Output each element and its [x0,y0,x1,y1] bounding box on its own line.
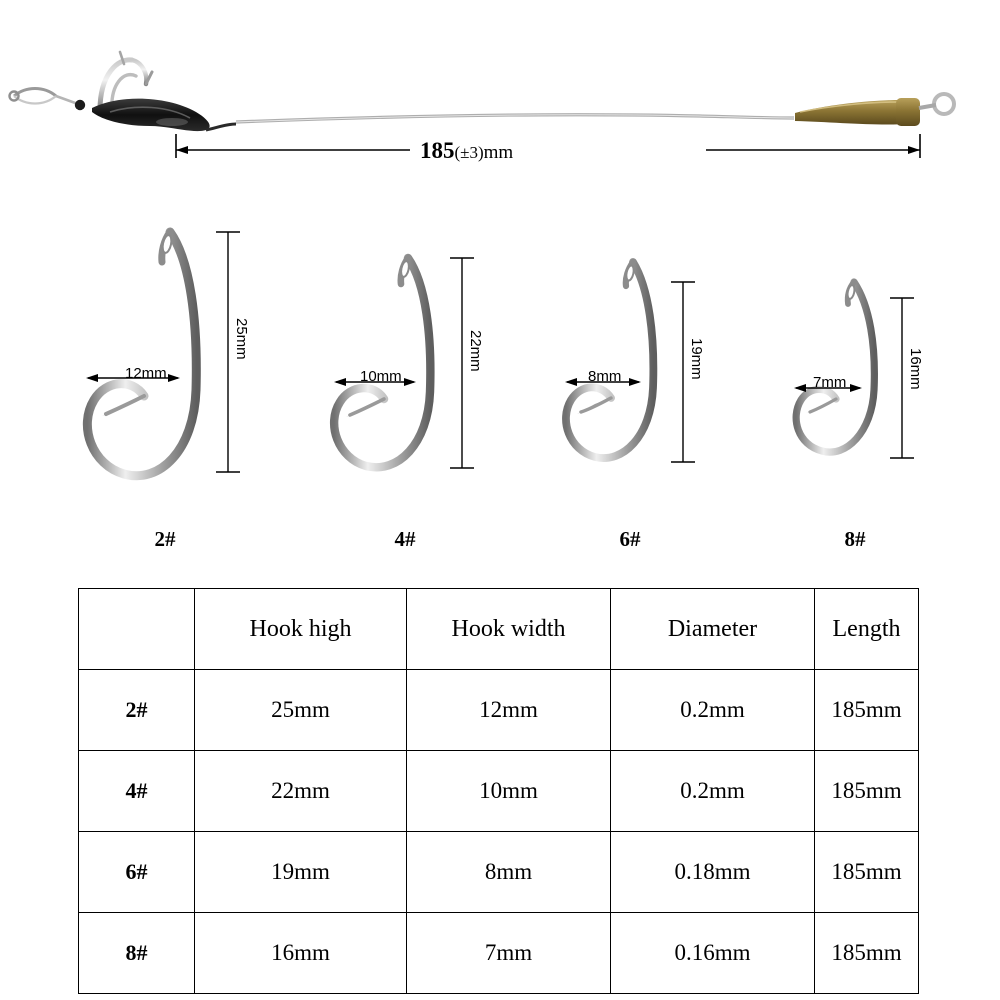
hook-cell-8 [730,200,980,570]
swivel-clip-icon [10,89,86,111]
table-header-row [79,589,919,670]
brass-sleeve-icon [795,94,954,126]
table-row [79,670,919,751]
table-header-hook-width: Hook width [407,589,611,670]
rig-length-label [420,138,513,164]
hook-size-label-6: 6# [619,527,641,551]
row-length: 185mm [815,913,919,994]
table-header-diameter: Diameter [611,589,815,670]
hooks-row [0,200,1000,570]
table-header-length: Length [815,589,919,670]
hook-high-label-6: 19mm [688,338,705,380]
row-hook-width: 7mm [407,913,611,994]
hook-size-label-2: 2# [154,527,176,551]
hook-drawing-8 [730,200,980,530]
row-hook-width: 8mm [407,832,611,913]
hook-width-label-6: 8mm [588,368,622,385]
hook-drawing-4 [280,200,530,530]
row-hook-high: 22mm [195,751,407,832]
row-size: 4# [79,751,195,832]
hook-drawing-6 [505,200,755,530]
hook-size-label-4: 4# [394,527,416,551]
hook-size-label-8: 8# [844,527,866,551]
row-size: 8# [79,913,195,994]
hook-high-label-8: 16mm [907,348,924,390]
row-hook-high: 25mm [195,670,407,751]
table-row [79,832,919,913]
row-hook-width: 12mm [407,670,611,751]
rig-length-unit: mm [483,142,514,163]
hook-cell-4 [280,200,530,570]
rig-illustration [0,0,1000,180]
row-diameter: 0.16mm [611,913,815,994]
hook-width-label-2: 12mm [125,365,167,382]
spec-table-wrap [78,588,918,994]
row-diameter: 0.18mm [611,832,815,913]
row-size: 2# [79,670,195,751]
hook-high-label-2: 25mm [233,318,250,360]
row-size: 6# [79,832,195,913]
table-row [79,913,919,994]
row-diameter: 0.2mm [611,751,815,832]
row-length: 185mm [815,751,919,832]
rig-length-tolerance: (±3) [454,143,484,162]
table-row [79,751,919,832]
row-diameter: 0.2mm [611,670,815,751]
row-hook-high: 16mm [195,913,407,994]
row-hook-high: 19mm [195,832,407,913]
hook-high-label-4: 22mm [467,330,484,372]
row-length: 185mm [815,832,919,913]
hook-cell-6 [505,200,755,570]
table-header-hook-high: Hook high [195,589,407,670]
hook-width-label-4: 10mm [360,368,402,385]
rig-length-value: 185 [420,138,455,163]
row-hook-width: 10mm [407,751,611,832]
end-ring-icon [934,94,954,114]
spec-table [78,588,919,994]
table-header-blank [79,589,195,670]
row-length: 185mm [815,670,919,751]
hook-width-label-8: 7mm [813,374,847,391]
soft-lure-icon [92,99,236,131]
rig-dimension-arrows [176,134,920,158]
hook-cell-2 [40,200,290,570]
